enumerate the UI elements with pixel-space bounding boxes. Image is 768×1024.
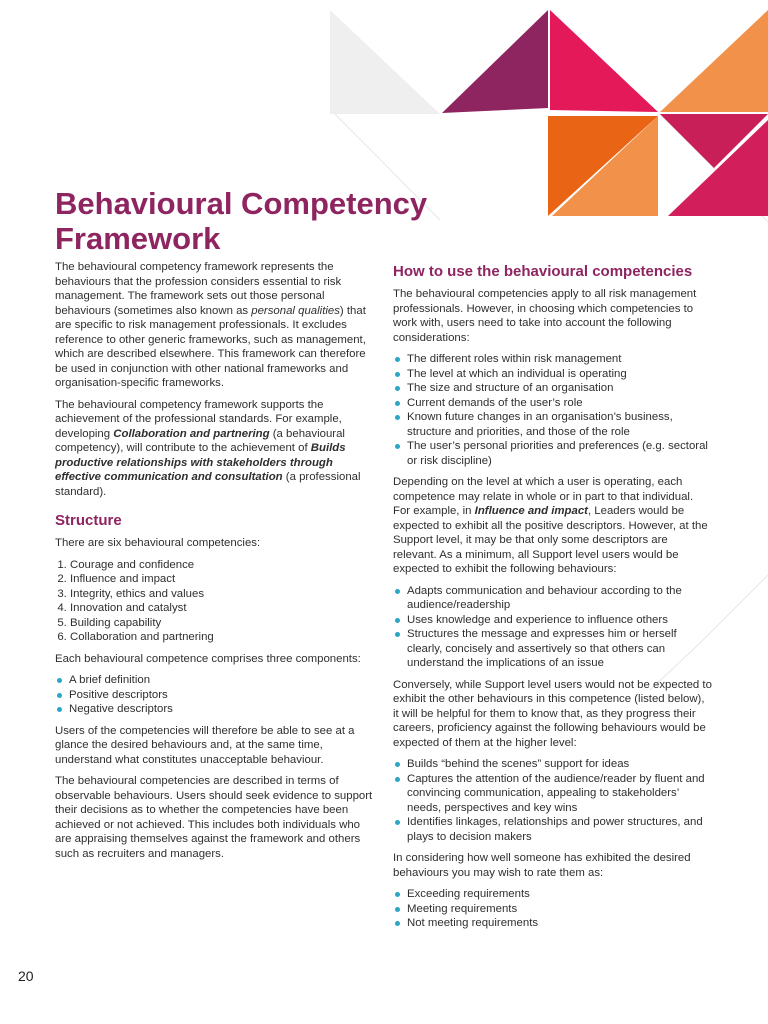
how-to-use-heading: How to use the behavioural competencies <box>393 263 693 280</box>
page-title <box>55 186 427 256</box>
magenta-triangle-upper <box>660 114 768 168</box>
pink-triangle <box>550 10 658 112</box>
right-column <box>393 262 713 938</box>
title-line-2: Framework <box>55 221 221 256</box>
higher-behaviours-list <box>393 757 713 844</box>
list-item: 1. Courage and confidence <box>70 558 375 573</box>
orange-triangle <box>548 116 658 216</box>
list-item: Adapts communication and behaviour according to the audience/readership <box>407 584 713 613</box>
list-item: 4. Innovation and catalyst <box>70 601 375 616</box>
list-item: 6. Collaboration and partnering <box>70 630 375 645</box>
list-item: Current demands of the user’s role <box>407 396 713 411</box>
list-item: The user’s personal priorities and preferences (e.g. sectoral or risk discipline) <box>407 439 713 468</box>
list-item: Identifies linkages, relationships and power structures, and plays to decision makers <box>407 815 713 844</box>
observable-paragraph: The behavioural competencies are described in terms of observable behaviours. Users should seek evidence to support their decisions as to whether the competencies have been achieved or not achieved. This includes both individuals who are appraising themselves against the framework and others such as recruiters and managers. <box>55 775 373 860</box>
list-item: Builds “behind the scenes” support for ideas <box>407 757 713 772</box>
list-item: A brief definition <box>69 673 375 688</box>
list-item: 2. Influence and impact <box>70 572 375 587</box>
list-item: Exceeding requirements <box>407 887 713 902</box>
competencies-list <box>55 558 375 645</box>
left-column <box>55 260 375 868</box>
intro-paragraph: The behavioural competency framework represents the behaviours that the profession considers essential to risk management. The framework sets out those personal behaviours (sometimes also known as personal qualities) that are specific to risk management professionals. It excludes reference to other generic frameworks, such as management, which are described elsewhere. This framework can therefore be used in conjunction with other national frameworks and organisation-specific frameworks. <box>55 261 366 389</box>
six-competencies-paragraph: There are six behavioural competencies: <box>55 537 261 549</box>
apply-paragraph: The behavioural competencies apply to all risk management professionals. However, in choosing which competencies to work with, users need to take into account the following considerations: <box>393 288 697 344</box>
structure-heading: Structure <box>55 512 122 529</box>
light-grey-triangle <box>330 10 440 114</box>
list-item: Negative descriptors <box>69 702 375 717</box>
list-item: 3. Integrity, ethics and values <box>70 587 375 602</box>
components-list <box>55 673 375 717</box>
list-item: Not meeting requirements <box>407 916 713 931</box>
rating-paragraph: In considering how well someone has exhibited the desired behaviours you may wish to rate them as: <box>393 852 691 879</box>
support-behaviours-list <box>393 584 713 671</box>
orange-light-triangle-top <box>660 10 768 112</box>
list-item: The different roles within risk management <box>407 352 713 367</box>
level-paragraph: Depending on the level at which a user is operating, each competence may relate in whole or in part to that individual. For example, in Influence and impact, Leaders would be expected to exhibit all the positive descriptors. However, at the Support level, it may be that only some descriptors are relevant. As a minimum, all Support level users would be expected to exhibit the following behaviours: <box>393 476 708 575</box>
conversely-paragraph: Conversely, while Support level users would not be expected to exhibit the other behaviours in this competence (listed below), it will be helpful for them to know that, as they progress their careers, proficiency against the following behaviours would be expected of them at the higher level: <box>393 678 712 749</box>
plum-triangle <box>442 10 548 113</box>
components-paragraph: Each behavioural competence comprises three components: <box>55 652 361 665</box>
ratings-list <box>393 887 713 931</box>
list-item: The level at which an individual is operating <box>407 367 713 382</box>
list-item: Structures the message and expresses him or herself clearly, concisely and assertively so that others can understand the implications of an issue <box>407 627 713 671</box>
list-item: Captures the attention of the audience/reader by fluent and convincing communication, appealing to stakeholders’ needs, perspectives and key wins <box>407 772 713 816</box>
considerations-list <box>393 352 713 468</box>
list-item: Meeting requirements <box>407 902 713 917</box>
list-item: 5. Building capability <box>70 616 375 631</box>
title-line-1: Behavioural Competency <box>55 186 428 221</box>
list-item: Positive descriptors <box>69 688 375 703</box>
orange-light-triangle-bottom <box>552 116 658 216</box>
users-paragraph: Users of the competencies will therefore be able to see at a glance the desired behaviours and, at the same time, understand what constitutes unacceptable behaviour. <box>55 724 355 766</box>
list-item: Known future changes in an organisation’s business, structure and priorities, and those of the role <box>407 410 713 439</box>
list-item: The size and structure of an organisation <box>407 381 713 396</box>
page-number: 20 <box>18 968 34 984</box>
magenta-triangle-lower <box>668 120 768 216</box>
support-paragraph: The behavioural competency framework supports the achievement of the professional standards. For example, developing Collaboration and partnering (a behavioural competency), will contribute to the achievement of Builds productive relationships with stakeholders through effective communication and consultation (a professional standard). <box>55 398 361 498</box>
list-item: Uses knowledge and experience to influence others <box>407 613 713 628</box>
